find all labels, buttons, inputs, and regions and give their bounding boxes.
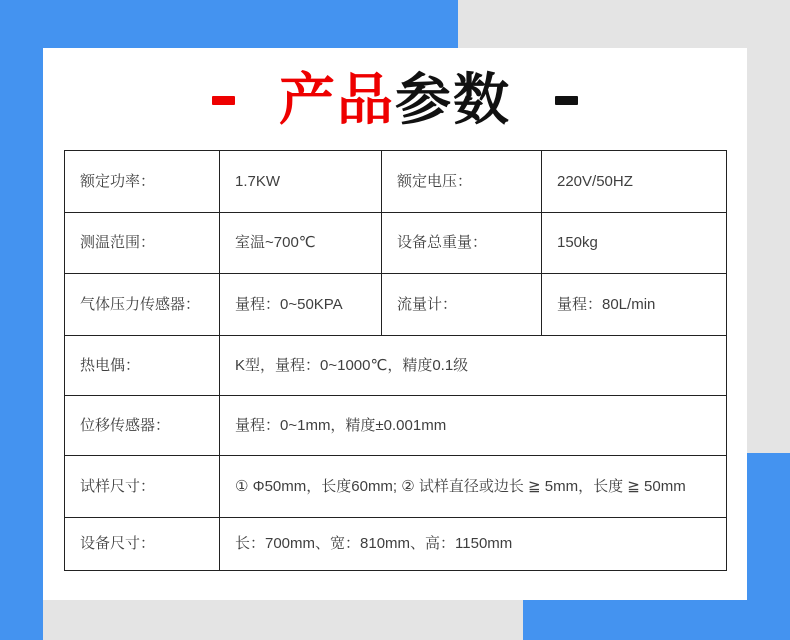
- decor-left-blue-bar: [0, 0, 43, 640]
- title-text-red: 产品: [279, 68, 395, 131]
- table-row: [65, 213, 727, 274]
- title-dash-left: [212, 96, 235, 105]
- spec-label-gas-pressure-sensor: 气体压力传感器：: [65, 274, 220, 336]
- table-row: [65, 456, 727, 518]
- decor-top-blue-bar: [0, 0, 458, 48]
- spec-value-temp-range: 室温~700℃: [220, 213, 382, 274]
- table-row: [65, 336, 727, 396]
- spec-label-rated-power: 额定功率：: [65, 151, 220, 213]
- spec-value-sample-size: ① Φ50mm，长度60mm; ② 试样直径或边长 ≧ 5mm，长度 ≧ 50mm: [220, 456, 727, 518]
- spec-value-thermocouple: K型，量程：0~1000℃，精度0.1级: [220, 336, 727, 396]
- spec-value-total-weight: 150kg: [542, 213, 727, 274]
- table-row: [65, 151, 727, 213]
- table-row: [65, 518, 727, 571]
- spec-label-device-size: 设备尺寸：: [65, 518, 220, 571]
- spec-value-displacement-sensor: 量程：0~1mm，精度±0.001mm: [220, 396, 727, 456]
- spec-value-gas-pressure-sensor: 量程：0~50KPA: [220, 274, 382, 336]
- spec-label-thermocouple: 热电偶：: [65, 336, 220, 396]
- spec-value-rated-voltage: 220V/50HZ: [542, 151, 727, 213]
- spec-label-total-weight: 设备总重量：: [382, 213, 542, 274]
- spec-value-rated-power: 1.7KW: [220, 151, 382, 213]
- spec-value-flow-meter: 量程：80L/min: [542, 274, 727, 336]
- spec-label-displacement-sensor: 位移传感器：: [65, 396, 220, 456]
- page-title: [43, 62, 747, 138]
- table-row: [65, 274, 727, 336]
- spec-label-flow-meter: 流量计：: [382, 274, 542, 336]
- spec-table: [64, 150, 727, 571]
- spec-label-sample-size: 试样尺寸：: [65, 456, 220, 518]
- page-title-text: [279, 68, 511, 131]
- spec-value-device-size: 长：700mm、宽：810mm、高：1150mm: [220, 518, 727, 571]
- table-row: [65, 396, 727, 456]
- title-dash-right: [555, 96, 578, 105]
- decor-bottom-blue-bar: [523, 600, 790, 640]
- spec-label-temp-range: 测温范围：: [65, 213, 220, 274]
- title-text-black: 参数: [395, 68, 511, 131]
- content-panel: [43, 48, 747, 600]
- spec-label-rated-voltage: 额定电压：: [382, 151, 542, 213]
